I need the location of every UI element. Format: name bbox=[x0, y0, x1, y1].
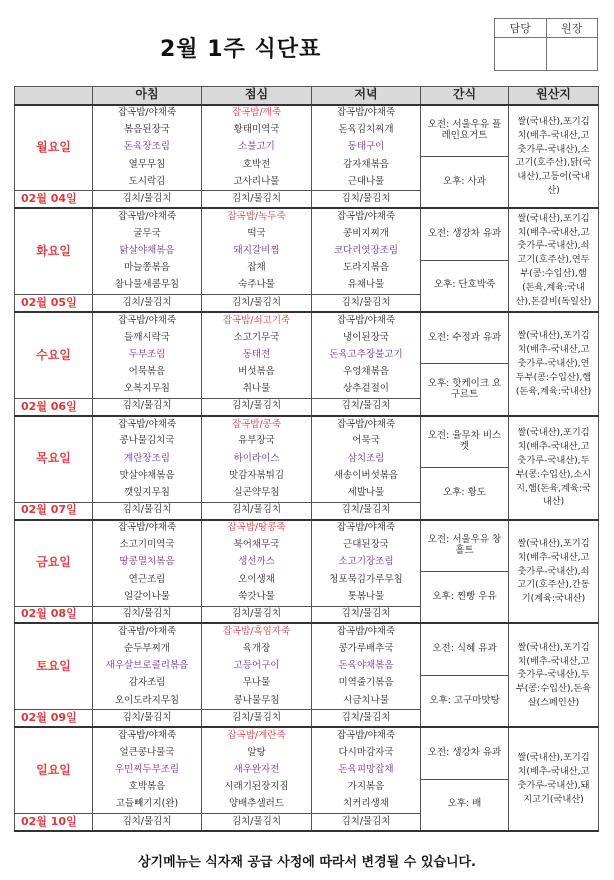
dinner-item: 잡곡밥/야채죽 bbox=[312, 312, 421, 329]
lunch-item: 잡곡밥/녹두죽 bbox=[202, 208, 312, 225]
breakfast-item: 얼큰콩나물국 bbox=[93, 744, 202, 761]
snack-afternoon: 오후: 고구마맛탕 bbox=[421, 675, 509, 727]
lunch-kimchi: 김치/물김치 bbox=[202, 814, 312, 831]
snack-morning: 오전: 서울우유 창홀트 bbox=[421, 520, 509, 572]
header-day bbox=[15, 87, 93, 105]
menu-body bbox=[15, 105, 599, 831]
day-date: 02월 10일 bbox=[15, 814, 93, 831]
dinner-kimchi: 김치/물김치 bbox=[312, 295, 421, 312]
dinner-item: 잡곡밥/야채죽 bbox=[312, 105, 421, 122]
snack-morning: 오전: 생강차 유과 bbox=[421, 208, 509, 260]
lunch-item: 북어채무국 bbox=[202, 537, 312, 554]
breakfast-kimchi: 김치/물김치 bbox=[93, 191, 202, 208]
breakfast-item: 잡곡밥/야채죽 bbox=[93, 520, 202, 537]
breakfast-item: 감자조림 bbox=[93, 675, 202, 692]
dinner-item: 어묵국 bbox=[312, 433, 421, 450]
breakfast-item: 콩나물김치국 bbox=[93, 433, 202, 450]
day-name: 화요일 bbox=[15, 208, 93, 294]
dinner-item: 우엉채볶음 bbox=[312, 364, 421, 381]
snack-afternoon: 오후: 황도 bbox=[421, 468, 509, 520]
breakfast-item: 땅콩멸치볶음 bbox=[93, 554, 202, 571]
dinner-item: 감자채볶음 bbox=[312, 156, 421, 173]
lunch-kimchi: 김치/물김치 bbox=[202, 191, 312, 208]
dinner-item: 세발나물 bbox=[312, 485, 421, 502]
page-title: 2월 1주 식단표 bbox=[160, 37, 322, 62]
lunch-item: 새우완자전 bbox=[202, 762, 312, 779]
dinner-item: 돈육피망잡채 bbox=[312, 762, 421, 779]
header-dinner: 저녁 bbox=[312, 87, 421, 105]
lunch-kimchi: 김치/물김치 bbox=[202, 399, 312, 416]
dinner-item: 톳볶나물 bbox=[312, 589, 421, 606]
snack-afternoon: 오후: 핫케이크 요구르트 bbox=[421, 364, 509, 416]
origin-info: 쌀(국내산),포기김치(배추-국내산,고춧가루-국내산),두부(콩:수입산),소시지,햄(돈육,계육:국내산) bbox=[509, 416, 599, 520]
breakfast-item: 잡곡밥/야채죽 bbox=[93, 105, 202, 122]
breakfast-item: 볶음된장국 bbox=[93, 122, 202, 139]
dinner-item: 청포묵김가루무침 bbox=[312, 572, 421, 589]
table-row bbox=[15, 312, 599, 329]
table-row bbox=[15, 105, 599, 122]
table-row bbox=[15, 623, 599, 640]
day-date: 02월 07일 bbox=[15, 502, 93, 519]
table-row bbox=[15, 727, 599, 744]
dinner-item: 코다리엿장조림 bbox=[312, 243, 421, 260]
day-name: 금요일 bbox=[15, 520, 93, 606]
lunch-kimchi: 김치/물김치 bbox=[202, 606, 312, 623]
dinner-item: 냉이된장국 bbox=[312, 329, 421, 346]
lunch-item: 황태미역국 bbox=[202, 122, 312, 139]
origin-info: 쌀(국내산),포기김치(배추-국내산,고춧가루-국내산),소고기(호주산),닭(국내산),고등어(국내산) bbox=[509, 105, 599, 209]
breakfast-item: 우민찌두부조림 bbox=[93, 762, 202, 779]
approval-label-director: 원장 bbox=[546, 19, 598, 38]
breakfast-item: 참나물새콤무침 bbox=[93, 277, 202, 294]
dinner-item: 콩비지찌개 bbox=[312, 226, 421, 243]
dinner-item: 잡곡밥/야채죽 bbox=[312, 623, 421, 640]
breakfast-item: 들깨시락국 bbox=[93, 329, 202, 346]
lunch-item: 시래기된장지짐 bbox=[202, 779, 312, 796]
table-row bbox=[15, 416, 599, 433]
lunch-item: 떡국 bbox=[202, 226, 312, 243]
header-row bbox=[15, 87, 599, 105]
day-name: 목요일 bbox=[15, 416, 93, 502]
header-breakfast: 아침 bbox=[93, 87, 202, 105]
lunch-kimchi: 김치/물김치 bbox=[202, 502, 312, 519]
dinner-item: 상추겉절이 bbox=[312, 381, 421, 398]
breakfast-item: 계란장조림 bbox=[93, 450, 202, 467]
breakfast-item: 잡곡밥/야채죽 bbox=[93, 208, 202, 225]
lunch-item: 잡채 bbox=[202, 260, 312, 277]
breakfast-item: 잡곡밥/야채죽 bbox=[93, 312, 202, 329]
menu-table bbox=[14, 86, 599, 832]
breakfast-item: 새우살브로콜리볶음 bbox=[93, 658, 202, 675]
breakfast-item: 굴무국 bbox=[93, 226, 202, 243]
approval-sign-director bbox=[546, 38, 598, 71]
lunch-item: 무나물 bbox=[202, 675, 312, 692]
header-origin: 원산지 bbox=[509, 87, 599, 105]
origin-info: 쌀(국내산),포기김치(배추-국내산,고춧가루-국내산),연두부(콩:수입산),햄(돈육,계육:국내산) bbox=[509, 312, 599, 416]
breakfast-item: 오이도라지무침 bbox=[93, 693, 202, 710]
day-name: 일요일 bbox=[15, 727, 93, 813]
header-lunch: 점심 bbox=[202, 87, 312, 105]
dinner-item: 동태구이 bbox=[312, 139, 421, 156]
day-name: 월요일 bbox=[15, 105, 93, 191]
breakfast-kimchi: 김치/물김치 bbox=[93, 399, 202, 416]
day-name: 수요일 bbox=[15, 312, 93, 398]
dinner-item: 돈육야채볶음 bbox=[312, 658, 421, 675]
dinner-item: 근대나물 bbox=[312, 174, 421, 191]
lunch-item: 동태전 bbox=[202, 347, 312, 364]
breakfast-kimchi: 김치/물김치 bbox=[93, 606, 202, 623]
breakfast-kimchi: 김치/물김치 bbox=[93, 295, 202, 312]
dinner-kimchi: 김치/물김치 bbox=[312, 399, 421, 416]
breakfast-item: 잡곡밥/야채죽 bbox=[93, 727, 202, 744]
dinner-item: 돈육고추장불고기 bbox=[312, 347, 421, 364]
snack-afternoon: 오후: 단호박죽 bbox=[421, 260, 509, 312]
breakfast-item: 순두부찌개 bbox=[93, 641, 202, 658]
lunch-item: 고사리나물 bbox=[202, 174, 312, 191]
dinner-item: 다시마감자국 bbox=[312, 744, 421, 761]
snack-morning: 오전: 식혜 유과 bbox=[421, 623, 509, 675]
table-row bbox=[15, 520, 599, 537]
origin-info: 쌀(국내산),포기김치(배추-국내산,고춧가루-국내산),쇠고기(호주산),연두부(콩:수입산),햄(돈육,계육:국내산),돈갈비(독일산) bbox=[509, 208, 599, 312]
lunch-item: 양배추샐러드 bbox=[202, 796, 312, 813]
dinner-item: 도라지볶음 bbox=[312, 260, 421, 277]
breakfast-item: 맛살야채볶음 bbox=[93, 468, 202, 485]
dinner-kimchi: 김치/물김치 bbox=[312, 606, 421, 623]
snack-morning: 오전: 율무차 비스켓 bbox=[421, 416, 509, 468]
lunch-item: 고등어구이 bbox=[202, 658, 312, 675]
dinner-item: 삼치조림 bbox=[312, 450, 421, 467]
origin-info: 쌀(국내산),포기김치(배추-국내산,고춧가루-국내산),쇠고기(호주산),간동기(계육:국내산) bbox=[509, 520, 599, 624]
footer-notice: 상기메뉴는 식자재 공급 사정에 따라서 변경될 수 있습니다. bbox=[137, 855, 476, 870]
lunch-item: 하이라이스 bbox=[202, 450, 312, 467]
breakfast-kimchi: 김치/물김치 bbox=[93, 502, 202, 519]
header-snack: 간식 bbox=[421, 87, 509, 105]
lunch-item: 실곤약무침 bbox=[202, 485, 312, 502]
lunch-item: 소고기무국 bbox=[202, 329, 312, 346]
lunch-kimchi: 김치/물김치 bbox=[202, 710, 312, 727]
lunch-item: 오이생채 bbox=[202, 572, 312, 589]
lunch-item: 맛감자볶튀김 bbox=[202, 468, 312, 485]
breakfast-item: 깻잎지무침 bbox=[93, 485, 202, 502]
breakfast-kimchi: 김치/물김치 bbox=[93, 710, 202, 727]
lunch-item: 돼지갈비찜 bbox=[202, 243, 312, 260]
snack-morning: 오전: 수정과 유과 bbox=[421, 312, 509, 364]
snack-afternoon: 오후: 찐빵 우유 bbox=[421, 572, 509, 624]
dinner-item: 잡곡밥/야채죽 bbox=[312, 416, 421, 433]
dinner-item: 근대된장국 bbox=[312, 537, 421, 554]
dinner-kimchi: 김치/물김치 bbox=[312, 710, 421, 727]
dinner-item: 새송이버섯볶음 bbox=[312, 468, 421, 485]
day-name: 토요일 bbox=[15, 623, 93, 709]
snack-morning: 오전: 서울우유 플레인요거트 bbox=[421, 105, 509, 157]
dinner-item: 시금치나물 bbox=[312, 693, 421, 710]
dinner-item: 잡곡밥/야채죽 bbox=[312, 727, 421, 744]
dinner-kimchi: 김치/물김치 bbox=[312, 191, 421, 208]
dinner-kimchi: 김치/물김치 bbox=[312, 502, 421, 519]
day-date: 02월 04일 bbox=[15, 191, 93, 208]
dinner-item: 콩가루배추국 bbox=[312, 641, 421, 658]
origin-info: 쌀(국내산),포기김치(배추-국내산,고춧가루-국내산),돼지고기(국내산) bbox=[509, 727, 599, 831]
breakfast-item: 돈육장조림 bbox=[93, 139, 202, 156]
breakfast-item: 마늘쫑볶음 bbox=[93, 260, 202, 277]
origin-info: 쌀(국내산),포기김치(배추-국내산,고춧가루-국내산),두부(콩:수입산),돈육살(스페인산) bbox=[509, 623, 599, 727]
lunch-item: 잡곡밥/계란죽 bbox=[202, 727, 312, 744]
dinner-item: 미역줄기볶음 bbox=[312, 675, 421, 692]
breakfast-item: 닭살야채볶음 bbox=[93, 243, 202, 260]
table-row bbox=[15, 208, 599, 225]
lunch-item: 육개장 bbox=[202, 641, 312, 658]
breakfast-item: 두부조림 bbox=[93, 347, 202, 364]
dinner-item: 소고기장조림 bbox=[312, 554, 421, 571]
breakfast-item: 도시락김 bbox=[93, 174, 202, 191]
lunch-item: 잡곡밥/콩죽 bbox=[202, 416, 312, 433]
snack-afternoon: 오후: 배 bbox=[421, 779, 509, 831]
dinner-item: 치커리생채 bbox=[312, 796, 421, 813]
lunch-item: 생선까스 bbox=[202, 554, 312, 571]
lunch-item: 취나물 bbox=[202, 381, 312, 398]
lunch-item: 알탕 bbox=[202, 744, 312, 761]
day-date: 02월 08일 bbox=[15, 606, 93, 623]
breakfast-kimchi: 김치/물김치 bbox=[93, 814, 202, 831]
breakfast-item: 호박볶음 bbox=[93, 779, 202, 796]
lunch-item: 잡곡밥/깨죽 bbox=[202, 105, 312, 122]
dinner-item: 잡곡밥/야채죽 bbox=[312, 208, 421, 225]
lunch-kimchi: 김치/물김치 bbox=[202, 295, 312, 312]
breakfast-item: 연근조림 bbox=[93, 572, 202, 589]
lunch-item: 버섯볶음 bbox=[202, 364, 312, 381]
lunch-item: 숙주나물 bbox=[202, 277, 312, 294]
lunch-item: 유부장국 bbox=[202, 433, 312, 450]
lunch-item: 소불고기 bbox=[202, 139, 312, 156]
approval-sign-manager bbox=[495, 38, 547, 71]
breakfast-item: 고들빼기지(완) bbox=[93, 796, 202, 813]
day-date: 02월 09일 bbox=[15, 710, 93, 727]
lunch-item: 호박전 bbox=[202, 156, 312, 173]
approval-label-manager: 담당 bbox=[495, 19, 547, 38]
breakfast-item: 오복지무침 bbox=[93, 381, 202, 398]
breakfast-item: 잡곡밥/야채죽 bbox=[93, 416, 202, 433]
dinner-item: 유채나물 bbox=[312, 277, 421, 294]
breakfast-item: 소고기미역국 bbox=[93, 537, 202, 554]
day-date: 02월 05일 bbox=[15, 295, 93, 312]
lunch-item: 콩나물무침 bbox=[202, 693, 312, 710]
snack-afternoon: 오후: 사과 bbox=[421, 156, 509, 208]
breakfast-item: 잡곡밥/야채죽 bbox=[93, 623, 202, 640]
dinner-item: 돈육김치찌개 bbox=[312, 122, 421, 139]
snack-morning: 오전: 생강차 유과 bbox=[421, 727, 509, 779]
lunch-item: 잡곡밥/흑임자죽 bbox=[202, 623, 312, 640]
breakfast-item: 얼갈이나물 bbox=[93, 589, 202, 606]
lunch-item: 잡곡밥/쇠고기죽 bbox=[202, 312, 312, 329]
breakfast-item: 열무무침 bbox=[93, 156, 202, 173]
day-date: 02월 06일 bbox=[15, 399, 93, 416]
dinner-item: 가지볶음 bbox=[312, 779, 421, 796]
approval-box bbox=[494, 18, 598, 71]
breakfast-item: 어묵볶음 bbox=[93, 364, 202, 381]
dinner-item: 잡곡밥/야채죽 bbox=[312, 520, 421, 537]
lunch-item: 잡곡밥/땅콩죽 bbox=[202, 520, 312, 537]
lunch-item: 쑥갓나물 bbox=[202, 589, 312, 606]
dinner-kimchi: 김치/물김치 bbox=[312, 814, 421, 831]
